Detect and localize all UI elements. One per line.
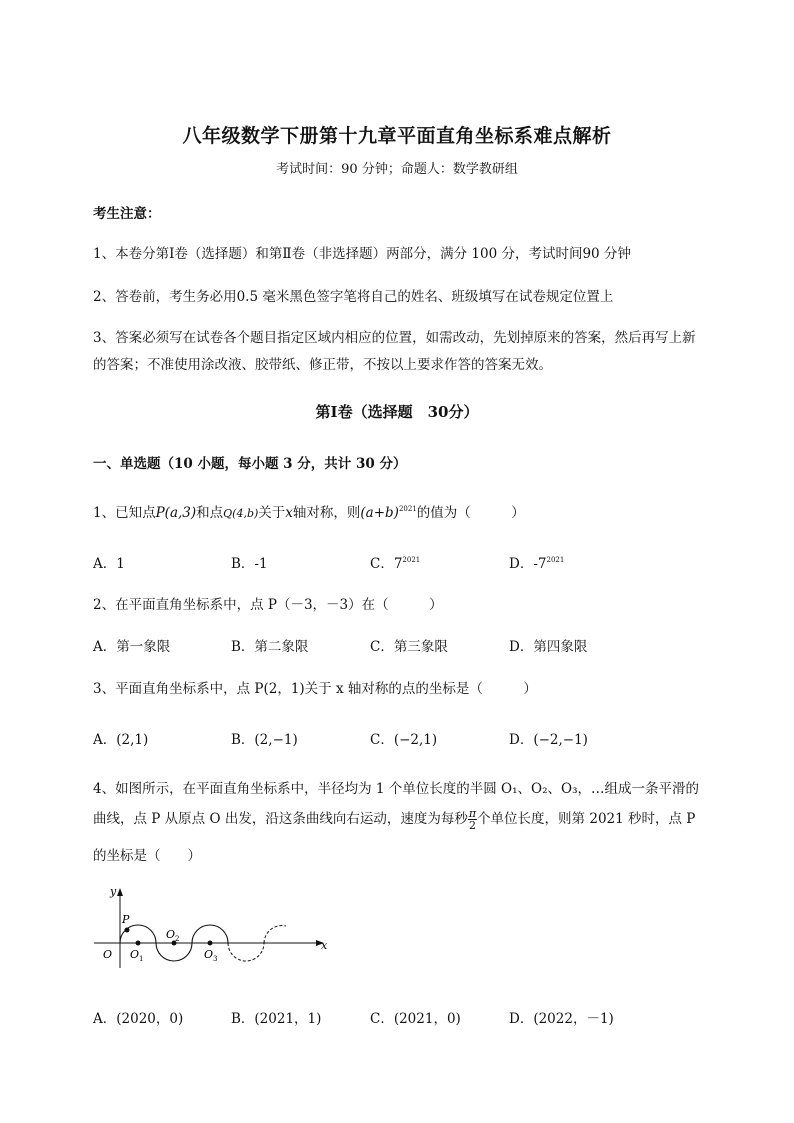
label-o3: $O_3$ xyxy=(204,948,218,963)
q4-option-a[interactable]: A．(2020，0) xyxy=(93,1011,184,1027)
q3-option-a[interactable]: A．(2,1) xyxy=(93,732,149,748)
question-2-stem: 2、在平面直角坐标系中，点 P（－3，－3）在（ ） xyxy=(93,597,443,613)
point-p: P(a,3) xyxy=(155,505,197,521)
notice-item-1: 1、本卷分第Ⅰ卷（选择题）和第Ⅱ卷（非选择题）两部分，满分 100 分，考试时间90 分钟 xyxy=(93,246,631,262)
exam-info: 考试时间：90 分钟；命题人：数学教研组 xyxy=(276,162,518,177)
point-o3-dot xyxy=(208,941,213,946)
semicircle-o1 xyxy=(120,925,156,943)
point-q: Q(4,b) xyxy=(223,507,259,520)
q2-option-c[interactable]: C．第三象限 xyxy=(370,639,448,655)
q3-option-d[interactable]: D．(−2,−1) xyxy=(509,732,588,748)
label-y: y xyxy=(110,885,117,898)
point-p-dot xyxy=(125,928,130,933)
q4-option-b[interactable]: B．(2021，1) xyxy=(231,1011,322,1027)
y-axis-arrow xyxy=(117,888,123,896)
q1-option-d[interactable]: D．$-7^{2021}$ xyxy=(509,556,565,572)
semicircle-o5-dashed xyxy=(264,926,286,943)
label-o2: $O_2$ xyxy=(166,928,180,943)
notice-item-3: 3、答案必须写在试卷各个题目指定区域内相应的位置，如需改动，先划掉原来的答案，然后再写上新 xyxy=(93,330,696,346)
q1-option-c[interactable]: C．$7^{2021}$ xyxy=(370,556,421,572)
semicircle-o2 xyxy=(156,943,192,961)
q4-option-d[interactable]: D．(2022，－1) xyxy=(509,1011,614,1027)
speed-fraction: $\frac{\pi}{2}$ xyxy=(468,807,477,832)
part-heading: 一、单选题（10 小题，每小题 3 分，共计 30 分） xyxy=(93,456,407,472)
semicircle-o3 xyxy=(192,925,228,943)
point-o1-dot xyxy=(136,941,141,946)
page-title: 八年级数学下册第十九章平面直角坐标系难点解析 xyxy=(182,125,612,147)
q1-option-a[interactable]: A．1 xyxy=(93,556,125,572)
expression: (a+b) xyxy=(360,505,399,521)
q3-option-b[interactable]: B．(2,−1) xyxy=(231,732,298,748)
notice-item-2: 2、答卷前，考生务必用0.5 毫米黑色签字笔将自己的姓名、班级填写在试卷规定位置上 xyxy=(93,289,614,305)
label-x: x xyxy=(321,939,328,952)
question-1-stem: 1、已知点P(a,3)和点Q(4,b)关于x轴对称，则$(a+b)^{2021}$的值为（ ） xyxy=(93,505,525,521)
question-3-stem: 3、平面直角坐标系中，点 P(2，1)关于 x 轴对称的点的坐标是（ ） xyxy=(93,681,537,697)
label-p: P xyxy=(122,913,130,926)
q1-option-b[interactable]: B．-1 xyxy=(231,556,268,572)
question-4-line-3: 的坐标是（ ） xyxy=(93,848,201,864)
q2-option-a[interactable]: A．第一象限 xyxy=(93,639,171,655)
semicircle-curve-figure xyxy=(90,880,340,970)
question-4-line-2: 曲线，点 P 从原点 O 出发，沿这条曲线向右运动，速度为每秒 $\frac{\pi}{2}$ 个单位长度，则第 2021 秒时，点 P xyxy=(93,807,696,832)
q4-option-c[interactable]: C．(2021，0) xyxy=(370,1011,461,1027)
semicircle-o4-dashed xyxy=(228,943,264,961)
question-4-line-1: 4、如图所示，在平面直角坐标系中，半径均为 1 个单位长度的半圆 O₁、O₂、O₃，…组成一条平滑的 xyxy=(93,781,699,797)
section-title: 第Ⅰ卷（选择题 30分） xyxy=(315,403,479,421)
notice-heading: 考生注意： xyxy=(93,206,161,222)
label-origin: O xyxy=(103,948,113,961)
q2-option-d[interactable]: D．第四象限 xyxy=(509,639,588,655)
label-o1: $O_1$ xyxy=(130,948,144,963)
notice-item-3-cont: 的答案；不准使用涂改液、胶带纸、修正带，不按以上要求作答的答案无效。 xyxy=(93,357,552,373)
q3-option-c[interactable]: C．(−2,1) xyxy=(370,732,438,748)
q2-option-b[interactable]: B．第二象限 xyxy=(231,639,309,655)
